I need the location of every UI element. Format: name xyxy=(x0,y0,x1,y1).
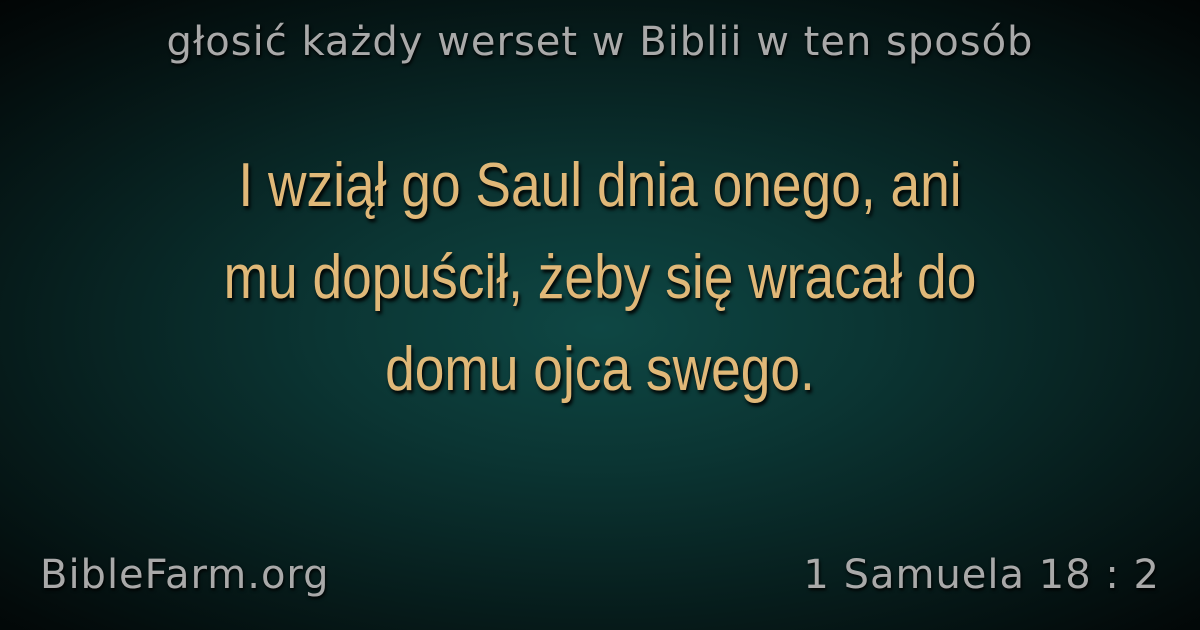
verse-line: I wziął go Saul dnia onego, ani xyxy=(238,151,962,220)
tagline: głosić każdy werset w Biblii w ten sposób xyxy=(166,19,1034,65)
verse-reference: 1 Samuela 18 : 2 xyxy=(803,552,1160,598)
verse-line: mu dopuścił, żeby się wracał do xyxy=(223,243,977,312)
verse-text xyxy=(144,140,1056,416)
site-name: BibleFarm.org xyxy=(40,552,330,598)
verse-line: domu ojca swego. xyxy=(385,335,815,404)
